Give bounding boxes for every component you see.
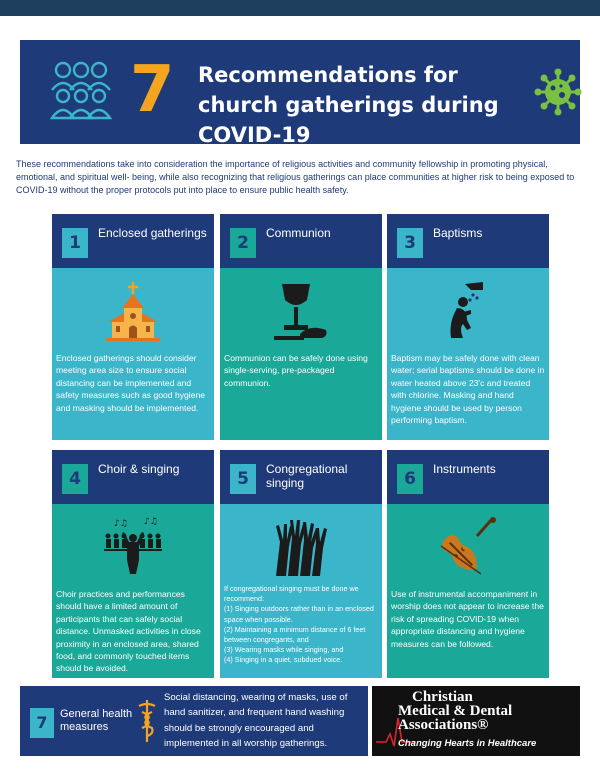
card-label: Instruments bbox=[433, 462, 496, 476]
card-number: 6 bbox=[397, 464, 423, 494]
page-title: Recommendations for church gatherings during COVID-19 bbox=[198, 63, 499, 147]
card-communion bbox=[220, 214, 382, 440]
caduceus-icon bbox=[136, 698, 158, 744]
card-label: Enclosed gatherings bbox=[98, 226, 207, 240]
card-enclosed-gatherings bbox=[52, 214, 214, 440]
card-label: Congregational singing bbox=[266, 462, 348, 490]
church-icon bbox=[102, 280, 164, 342]
baptism-icon bbox=[437, 280, 499, 342]
card-body bbox=[52, 504, 214, 678]
card-number: 2 bbox=[230, 228, 256, 258]
card-number: 3 bbox=[397, 228, 423, 258]
card-label: Baptisms bbox=[433, 226, 483, 240]
card-text: Choir practices and performances should have a limited amount of participants that can safely social distance. Unmasked activities in close proximity in an enclosed area, shared food, and commonly touched items should be avoided. bbox=[56, 589, 201, 674]
card-label: Communion bbox=[266, 226, 331, 240]
card-body bbox=[220, 504, 382, 678]
card-text-line: (1) Singing outdoors rather than in an enclosed space when possible. bbox=[224, 604, 374, 624]
card-number: 1 bbox=[62, 228, 88, 258]
logo-line: Christian bbox=[412, 689, 473, 705]
card-text-list bbox=[224, 584, 378, 666]
card-text: Use of instrumental accompaniment in worship does not appear to increase the risk of spreading COVID-19 when appropriate distancing and hygiene measures can be followed. bbox=[391, 589, 544, 649]
card-header bbox=[52, 214, 214, 268]
footer-text: Social distancing, wearing of masks, use of hand sanitizer, and frequent hand washing should be strongly encouraged and implemented in all worship gatherings. bbox=[164, 692, 348, 750]
card-text: Enclosed gatherings should consider meeting area size to ensure social distancing can be implemented and safety measures such as good hygiene and masking should be implemented. bbox=[56, 353, 206, 413]
card-text-line: (3) Wearing masks while singing, and bbox=[224, 645, 344, 655]
card-text-line: (2) Maintaining a minimum distance of 6 feet between congregants, and bbox=[224, 624, 366, 645]
card-body bbox=[220, 268, 382, 440]
card-header bbox=[387, 450, 549, 504]
card-header bbox=[52, 450, 214, 504]
card-label: Choir & singing bbox=[98, 462, 180, 476]
card-number: 5 bbox=[230, 464, 256, 494]
card-body bbox=[52, 268, 214, 440]
raised-hands-icon bbox=[270, 516, 332, 578]
violin-icon bbox=[437, 516, 499, 578]
footer-number: 7 bbox=[30, 708, 54, 738]
people-group-icon bbox=[46, 60, 116, 124]
card-instruments bbox=[387, 450, 549, 678]
card-header bbox=[220, 450, 382, 504]
card-congregational-singing bbox=[220, 450, 382, 678]
card-text-line: If congregational singing must be done we recommend: bbox=[224, 584, 359, 604]
logo-line: Associations® bbox=[398, 717, 489, 733]
svg-text:♪♫: ♪♫ bbox=[114, 519, 128, 529]
intro-paragraph: These recommendations take into consideration the importance of religious activities and community fellowship in promoting physical, emotional, and spiritual well- being, while also recognizing that religious gatherings can place communities at higher risk to being exposed to COVID-19 without the proper protocols put into place to ensure public health safety. bbox=[16, 159, 575, 195]
footer bbox=[20, 686, 580, 756]
footer-label: General health measures bbox=[60, 708, 133, 733]
card-header bbox=[387, 214, 549, 268]
card-text-line: (4) Singing in a quiet, subdued voice. bbox=[224, 655, 343, 665]
card-number: 4 bbox=[62, 464, 88, 494]
general-health-panel bbox=[20, 686, 368, 756]
logo-line: Medical & Dental bbox=[398, 703, 513, 719]
top-bar bbox=[0, 0, 600, 16]
header-banner bbox=[20, 40, 580, 147]
card-choir-singing bbox=[52, 450, 214, 678]
virus-icon bbox=[534, 68, 582, 116]
communion-icon bbox=[270, 280, 332, 342]
cmda-logo bbox=[372, 686, 580, 756]
choir-icon bbox=[88, 516, 178, 578]
card-body bbox=[387, 504, 549, 678]
card-baptisms bbox=[387, 214, 549, 440]
svg-text:♪♫: ♪♫ bbox=[144, 517, 158, 527]
header-number: 7 bbox=[130, 53, 175, 127]
card-text: Communion can be safely done using single-serving, pre-packaged communion. bbox=[224, 353, 368, 388]
card-text: Baptism may be safely done with clean water; serial baptisms should be done in water heated above 23'c and treated with chlorine. Masking and hand hygiene should be used by person performing baptism. bbox=[391, 353, 545, 426]
logo-tagline: Changing Hearts in Healthcare bbox=[398, 738, 537, 749]
card-body bbox=[387, 268, 549, 440]
card-header bbox=[220, 214, 382, 268]
